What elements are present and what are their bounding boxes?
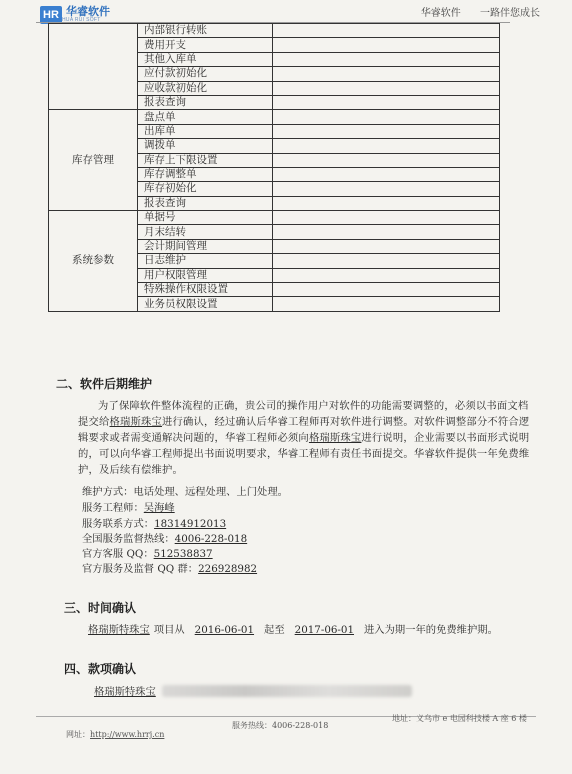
remarks-cell <box>273 182 500 196</box>
category-cell <box>49 24 138 110</box>
service-qq <box>82 547 213 561</box>
footer-address: 地址：义乌市 e 电园科技楼 A 座 6 楼 <box>392 714 527 723</box>
remarks-cell <box>273 139 500 153</box>
hotline-value: 4006-228-018 <box>174 533 248 545</box>
item-cell: 费用开支 <box>138 38 273 52</box>
category-cell: 库存管理 <box>49 110 138 211</box>
time-text-3: 进入为期一年的免费维护期。 <box>364 624 498 636</box>
item-cell: 其他入库单 <box>138 52 273 66</box>
item-cell: 业务员权限设置 <box>138 297 273 311</box>
time-company: 格瑞斯特珠宝 <box>88 624 150 636</box>
service-phone <box>82 517 226 531</box>
para-company-2: 格瑞斯珠宝 <box>308 432 362 444</box>
group-label: 官方服务及监督 QQ 群： <box>82 563 199 575</box>
method-label: 维护方式： <box>82 486 134 498</box>
item-cell: 特殊操作权限设置 <box>138 283 273 297</box>
start-date: 2016-06-01 <box>194 624 255 636</box>
para-text-2: 进行确认，经过确认后华睿工程师再对软件进行调整。对软件调整部分不符合逻辑要求或者需变通解决问题的，华睿工程师必须向 <box>78 416 530 444</box>
remarks-cell <box>273 124 500 138</box>
logo-subtitle: HUA RUI SOFT <box>62 17 101 23</box>
item-cell: 调拨单 <box>138 139 273 153</box>
item-cell: 报表查询 <box>138 196 273 210</box>
redacted-region <box>162 685 412 697</box>
remarks-cell <box>273 95 500 109</box>
qq-label: 官方客服 QQ： <box>82 548 154 560</box>
item-cell: 应收款初始化 <box>138 81 273 95</box>
slogan-text: 一路伴您成长 <box>480 8 540 19</box>
para-text-3: 进行说明，企业需要以书面形式说明的，可以向华睿工程师提出书面说明要求，华睿工程师有责任书面提交。华睿软件提供一年免费维护，及后续有偿维护。 <box>78 432 530 476</box>
table-row <box>49 211 500 225</box>
logo-mark: HR <box>40 6 62 24</box>
remarks-cell <box>273 211 500 225</box>
engineer-label: 服务工程师： <box>82 502 144 514</box>
group-value: 226928982 <box>198 563 258 575</box>
remarks-cell <box>273 254 500 268</box>
service-engineer <box>82 501 175 515</box>
end-date: 2017-06-01 <box>294 624 355 636</box>
section-title-payment: 四、款项确认 <box>64 662 137 676</box>
footer-website <box>66 729 164 740</box>
phone-value: 18314912013 <box>154 518 227 530</box>
service-qq-group <box>82 562 257 576</box>
remarks-cell <box>273 196 500 210</box>
payment-line <box>94 683 412 698</box>
item-cell: 库存初始化 <box>138 182 273 196</box>
payment-company: 格瑞斯特珠宝 <box>94 686 156 698</box>
remarks-cell <box>273 167 500 181</box>
item-cell: 日志维护 <box>138 254 273 268</box>
service-hotline <box>82 532 247 546</box>
para-text-1: 为了保障软件整体流程的正确，贵公司的操作用户对软件的功能需要调整的，必须以书面文档提交给 <box>78 400 529 428</box>
item-cell: 盘点单 <box>138 110 273 124</box>
remarks-cell <box>273 268 500 282</box>
slogan-brand: 华睿软件 <box>420 8 461 19</box>
remarks-cell <box>273 81 500 95</box>
phone-label: 服务联系方式： <box>82 518 155 530</box>
item-cell: 出库单 <box>138 124 273 138</box>
time-text-2: 起至 <box>264 624 285 636</box>
logo-name: 华睿软件 <box>66 5 110 18</box>
site-label: 网址： <box>66 730 90 739</box>
method-value: 电话处理、远程处理、上门处理。 <box>133 486 288 498</box>
maintenance-paragraph <box>78 398 538 478</box>
qq-value: 512538837 <box>153 548 213 560</box>
table-row <box>49 110 500 124</box>
remarks-cell <box>273 67 500 81</box>
footer-hotline: 服务热线：4006-228-018 <box>232 721 329 730</box>
item-cell: 月末结转 <box>138 225 273 239</box>
item-cell: 库存调整单 <box>138 167 273 181</box>
item-cell: 应付款初始化 <box>138 67 273 81</box>
maintenance-method <box>82 485 288 499</box>
time-text-1: 项目从 <box>153 624 185 636</box>
remarks-cell <box>273 52 500 66</box>
item-cell: 库存上下限设置 <box>138 153 273 167</box>
remarks-cell <box>273 110 500 124</box>
remarks-cell <box>273 38 500 52</box>
remarks-cell <box>273 239 500 253</box>
item-cell: 报表查询 <box>138 95 273 109</box>
remarks-cell <box>273 225 500 239</box>
section-title-maintenance: 二、软件后期维护 <box>56 377 153 391</box>
item-cell: 会计期间管理 <box>138 239 273 253</box>
hotline-label: 全国服务监督热线： <box>82 533 175 545</box>
remarks-cell <box>273 297 500 311</box>
item-cell: 单据号 <box>138 211 273 225</box>
engineer-value: 吴海峰 <box>143 502 175 514</box>
item-cell: 用户权限管理 <box>138 268 273 282</box>
time-confirm-line <box>84 621 498 636</box>
header-slogan <box>405 4 540 19</box>
table-row <box>49 24 500 38</box>
item-cell: 内部银行转账 <box>138 24 273 38</box>
remarks-cell <box>273 153 500 167</box>
section-title-time: 三、时间确认 <box>64 601 137 615</box>
para-company-1: 格瑞斯珠宝 <box>109 416 162 428</box>
site-link[interactable]: http://www.hrrj.cn <box>90 730 165 739</box>
remarks-cell <box>273 283 500 297</box>
function-table <box>48 23 500 312</box>
category-cell: 系统参数 <box>49 211 138 312</box>
remarks-cell <box>273 24 500 38</box>
